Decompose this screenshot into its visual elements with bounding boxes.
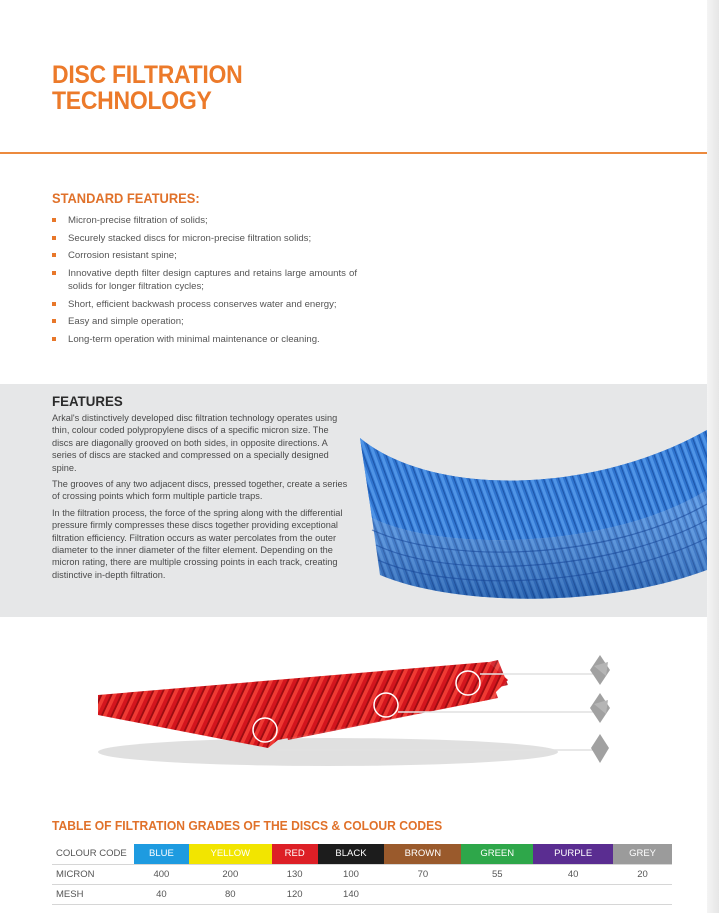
bullet-icon: [52, 302, 56, 306]
list-item: [52, 232, 357, 246]
bullet-icon: [52, 236, 56, 240]
table-row: [52, 884, 672, 904]
colour-cell-black: BLACK: [318, 844, 385, 864]
bullet-icon: [52, 271, 56, 275]
mesh-cell: [533, 884, 613, 904]
blue-disc-stack-image: [360, 400, 707, 610]
list-item: [52, 333, 357, 347]
micron-cell: 200: [189, 864, 272, 884]
list-item-text: Short, efficient backwash process conserves water and energy;: [68, 298, 337, 310]
table-row: [52, 844, 672, 864]
red-disc-crosssection-image: [88, 640, 628, 780]
row-label-mesh: MESH: [52, 884, 134, 904]
crossing-point-icon: [590, 655, 610, 685]
colour-cell-purple: PURPLE: [533, 844, 613, 864]
mesh-cell: [461, 884, 533, 904]
crossing-point-icon: [590, 693, 610, 723]
list-item-text: Corrosion resistant spine;: [68, 250, 177, 261]
page-edge-shadow: [707, 0, 719, 913]
micron-cell: 40: [533, 864, 613, 884]
mesh-cell: [384, 884, 461, 904]
micron-cell: 55: [461, 864, 533, 884]
features-body: [52, 412, 352, 585]
list-item: [52, 249, 357, 263]
standard-features-list: [52, 214, 357, 350]
list-item: [52, 315, 357, 329]
list-item: [52, 214, 357, 228]
micron-cell: 70: [384, 864, 461, 884]
list-item: [52, 267, 357, 294]
colour-cell-yellow: YELLOW: [189, 844, 272, 864]
bullet-icon: [52, 218, 56, 222]
row-label-colour-code: COLOUR CODE: [52, 844, 134, 864]
title-line-1: DISC FILTRATION: [52, 61, 243, 89]
list-item-text: Innovative depth filter design captures and retains large amounts of solids for longer filtration cycles;: [68, 267, 357, 292]
colour-cell-green: GREEN: [461, 844, 533, 864]
mesh-cell: 40: [134, 884, 189, 904]
row-label-micron: MICRON: [52, 864, 134, 884]
mesh-cell: [613, 884, 672, 904]
standard-features-heading: STANDARD FEATURES:: [52, 190, 200, 206]
micron-cell: 130: [272, 864, 318, 884]
table-heading: TABLE OF FILTRATION GRADES OF THE DISCS & COLOUR CODES: [52, 818, 443, 833]
list-item-text: Micron-precise filtration of solids;: [68, 215, 208, 226]
micron-cell: 400: [134, 864, 189, 884]
title-divider: [0, 152, 707, 154]
colour-cell-brown: BROWN: [384, 844, 461, 864]
features-heading: FEATURES: [52, 393, 123, 409]
crossing-point-icon: [591, 734, 609, 763]
features-paragraph: In the filtration process, the force of the spring along with the differential pressure firmly compresses these discs together providing exceptional filtration efficiency. Filtration occurs as water percolates from the outer diameter to the inner diameter of the filter element. Depending on the micron rating, there are multiple crossing points in each track, creating distinctive in-depth filtration.: [52, 507, 343, 580]
features-paragraph: The grooves of any two adjacent discs, pressed together, create a series of crossing points which form multiple particle traps.: [52, 479, 348, 502]
table-row: [52, 864, 672, 884]
colour-cell-red: RED: [272, 844, 318, 864]
bullet-icon: [52, 337, 56, 341]
mesh-cell: 120: [272, 884, 318, 904]
mesh-cell: 140: [318, 884, 385, 904]
colour-cell-grey: GREY: [613, 844, 672, 864]
micron-cell: 20: [613, 864, 672, 884]
list-item-text: Easy and simple operation;: [68, 316, 184, 327]
mesh-cell: 80: [189, 884, 272, 904]
features-paragraph: Arkal's distinctively developed disc filtration technology operates using thin, colour coded polypropylene discs of a specific micron size. The discs are diagonally grooved on both sides, in opposite directions. A series of discs are stacked and compressed on a specially designed spine.: [52, 413, 338, 473]
bullet-icon: [52, 253, 56, 257]
colour-cell-blue: BLUE: [134, 844, 189, 864]
list-item-text: Long-term operation with minimal maintenance or cleaning.: [68, 333, 320, 345]
micron-cell: 100: [318, 864, 385, 884]
page-title: [52, 62, 346, 114]
list-item-text: Securely stacked discs for micron-precise filtration solids;: [68, 232, 312, 244]
list-item: [52, 298, 357, 312]
bullet-icon: [52, 319, 56, 323]
filtration-grades-table: [52, 844, 672, 905]
title-line-2: TECHNOLOGY: [52, 87, 212, 115]
